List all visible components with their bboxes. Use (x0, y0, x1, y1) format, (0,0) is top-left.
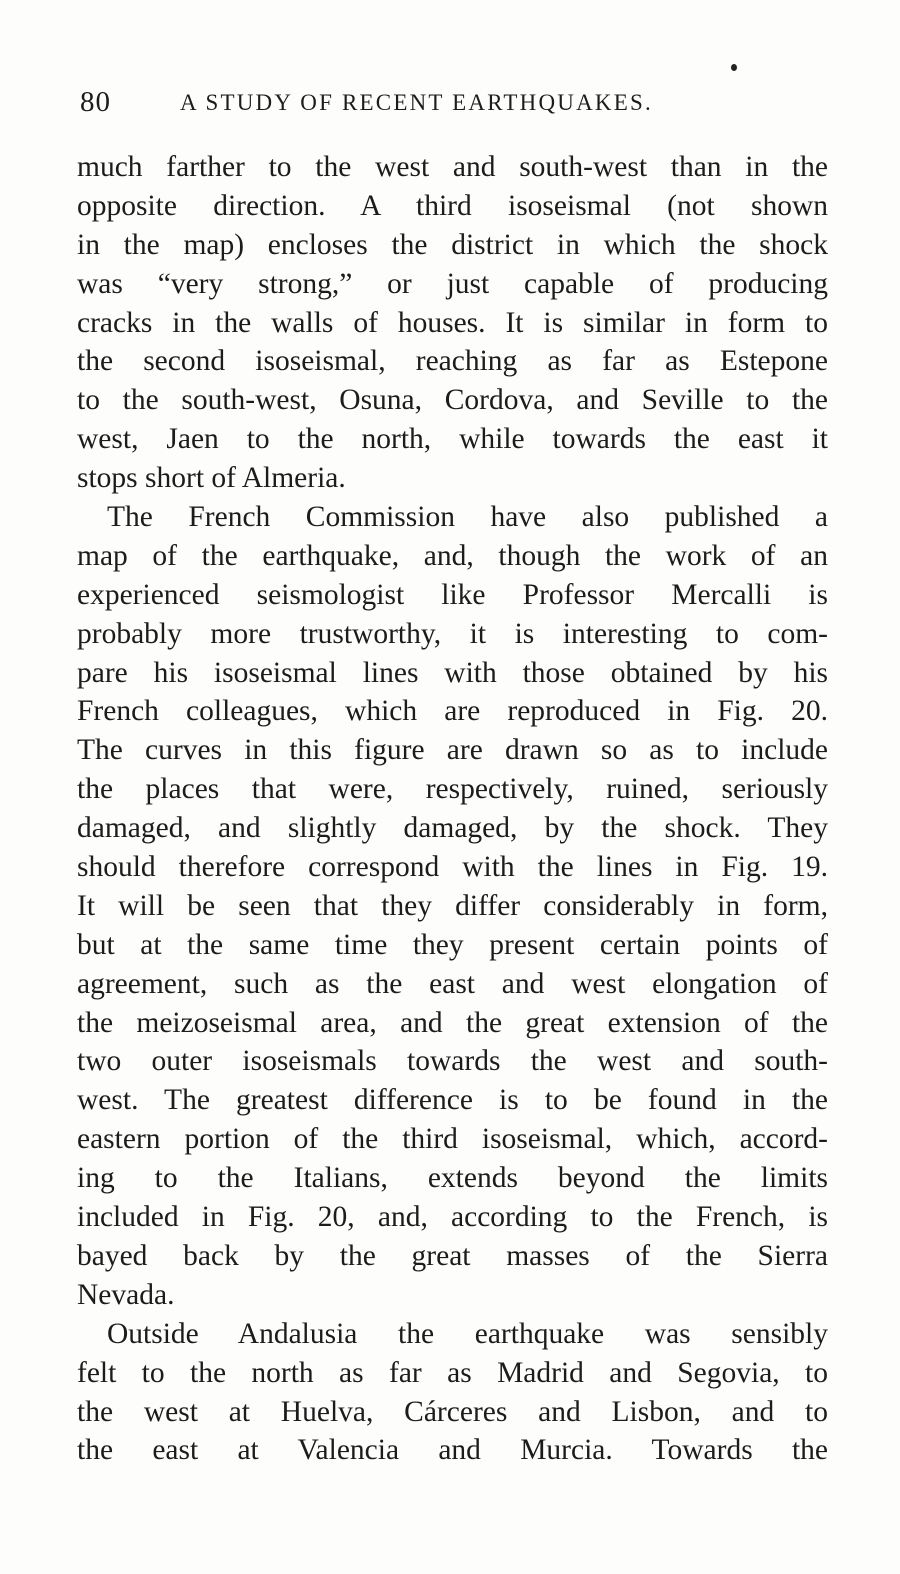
text-line: ing to the Italians, extends beyond the limits (77, 1162, 828, 1195)
text-line: cracks in the walls of houses. It is similar in form to (77, 306, 828, 339)
text-line: pare his isoseismal lines with those obtained by his (77, 656, 828, 689)
text-line: to the south-west, Osuna, Cordova, and Seville to the (77, 384, 828, 417)
page-number: 80 (80, 86, 111, 118)
text-line: west, Jaen to the north, while towards the east it (77, 423, 828, 456)
text-line: agreement, such as the east and west elongation of (77, 967, 828, 1000)
text-line: in the map) encloses the district in which the shock (77, 228, 828, 261)
text-line: probably more trustworthy, it is interesting to com- (77, 617, 828, 650)
text-line: was “very strong,” or just capable of producing (77, 267, 828, 300)
text-line: It will be seen that they differ considerably in form, (77, 889, 828, 922)
text-line: French colleagues, which are reproduced in Fig. 20. (77, 695, 828, 728)
text-line: the east at Valencia and Murcia. Towards the (77, 1434, 828, 1467)
page-header (80, 86, 826, 126)
text-line: the second isoseismal, reaching as far as Estepone (77, 345, 828, 378)
text-line: should therefore correspond with the lines in Fig. 19. (77, 851, 828, 884)
body-text (77, 148, 828, 1470)
text-line: opposite direction. A third isoseismal (not shown (77, 189, 828, 222)
running-head: A STUDY OF RECENT EARTHQUAKES. (180, 90, 653, 115)
text-line: but at the same time they present certain points of (77, 928, 828, 961)
text-line: Outside Andalusia the earthquake was sensibly (107, 1317, 828, 1350)
text-line: felt to the north as far as Madrid and Segovia, to (77, 1356, 828, 1389)
text-line: The French Commission have also published a (107, 501, 828, 534)
text-line: the meizoseismal area, and the great extension of the (77, 1006, 828, 1039)
text-line: experienced seismologist like Professor Mercalli is (77, 578, 828, 611)
text-line: stops short of Almeria. (77, 462, 346, 495)
text-line: map of the earthquake, and, though the work of an (77, 539, 828, 572)
text-line: damaged, and slightly damaged, by the shock. They (77, 812, 828, 845)
text-line: Nevada. (77, 1278, 175, 1311)
text-line: much farther to the west and south-west than in the (77, 151, 828, 183)
text-line: The curves in this figure are drawn so as to include (77, 734, 828, 767)
text-line: bayed back by the great masses of the Sierra (77, 1239, 828, 1272)
text-line: eastern portion of the third isoseismal, which, accord- (77, 1123, 828, 1156)
text-line: included in Fig. 20, and, according to the French, is (77, 1201, 828, 1234)
text-line: two outer isoseismals towards the west and south- (77, 1045, 828, 1078)
text-line: the west at Huelva, Cárceres and Lisbon, and to (77, 1395, 828, 1428)
text-line: west. The greatest difference is to be found in the (77, 1084, 828, 1117)
ink-speck (731, 64, 737, 71)
text-line: the places that were, respectively, ruined, seriously (77, 773, 828, 806)
